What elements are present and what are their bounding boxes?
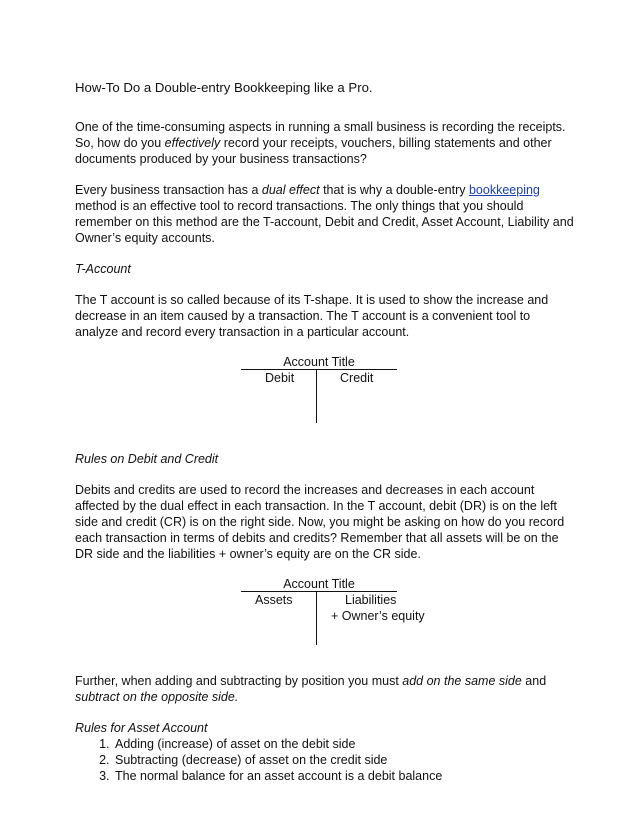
t-account-title: Account Title (241, 577, 397, 592)
list-item: 1. Adding (increase) of asset on the debit side (113, 736, 575, 752)
t-account-paragraph: The T account is so called because of its T-shape. It is used to show the increase and decrease in an item caused by a transaction. The T account is a convenient tool to analyze and record every transaction in a particular account. (75, 293, 549, 339)
document-title: How-To Do a Double-entry Bookkeeping like a Pro. (75, 80, 373, 95)
dual-effect-text-2: that is why a double-entry (319, 183, 469, 197)
further-emphasis-2: subtract on the opposite side. (75, 690, 239, 704)
t-account-heading: T-Account (75, 262, 131, 276)
bookkeeping-link[interactable]: bookkeeping (468, 183, 540, 197)
further-emphasis-1: add on the same side (402, 674, 522, 688)
dual-effect-paragraph (75, 182, 575, 246)
list-item: 3. The normal balance for an asset account is a debit balance (113, 768, 575, 784)
dual-effect-emphasis: dual effect (261, 183, 320, 197)
t-account-assets-label: Assets (255, 593, 293, 607)
further-paragraph (75, 673, 575, 705)
t-account-title: Account Title (241, 355, 397, 370)
liabilities-line: Liabilities (345, 593, 397, 607)
list-item: 2. Subtracting (decrease) of asset on the credit side (113, 752, 575, 768)
document-page (75, 80, 575, 784)
further-text-2: and (521, 674, 547, 688)
t-account-diagram-assets-liabilities (75, 577, 575, 657)
owners-equity-line: + Owner’s equity (331, 609, 425, 623)
t-account-credit-label: Credit (340, 371, 374, 385)
t-account-divider (316, 592, 317, 645)
rules-asset-list (75, 736, 575, 784)
intro-text-2: record your receipts, vouchers, billing statements and other documents produced by your business transactions? (75, 136, 552, 166)
t-account-debit-label: Debit (265, 371, 295, 385)
rules-debit-credit-paragraph: Debits and credits are used to record the increases and decreases in each account affected by the dual effect in each transaction. In the T account, debit (DR) is on the left side and credit (CR) is on the right side. Now, you might be asking on how do you record each transaction in terms of debits and credits? Remember that all assets will be on the DR side and the liabilities + owner’s equity are on the CR side. (75, 483, 565, 561)
t-account-liabilities-label (331, 592, 425, 624)
dual-effect-text-3: method is an effective tool to record transactions. The only things that you should remember on this method are the T-account, Debit and Credit, Asset Account, Liability and Owner’s equity accounts. (75, 199, 574, 245)
intro-paragraph (75, 119, 575, 167)
dual-effect-text-1: Every business transaction has a (75, 183, 262, 197)
t-account-divider (316, 370, 317, 423)
rules-debit-credit-heading: Rules on Debit and Credit (75, 452, 219, 466)
further-text-1: Further, when adding and subtracting by position you must (75, 674, 403, 688)
t-account-diagram-debit-credit (75, 355, 575, 435)
intro-text-1: One of the time-consuming aspects in running a small business is recording the receipts. So, how do you (75, 120, 566, 150)
intro-emphasis: effectively (164, 136, 221, 150)
rules-asset-heading: Rules for Asset Account (75, 721, 208, 735)
